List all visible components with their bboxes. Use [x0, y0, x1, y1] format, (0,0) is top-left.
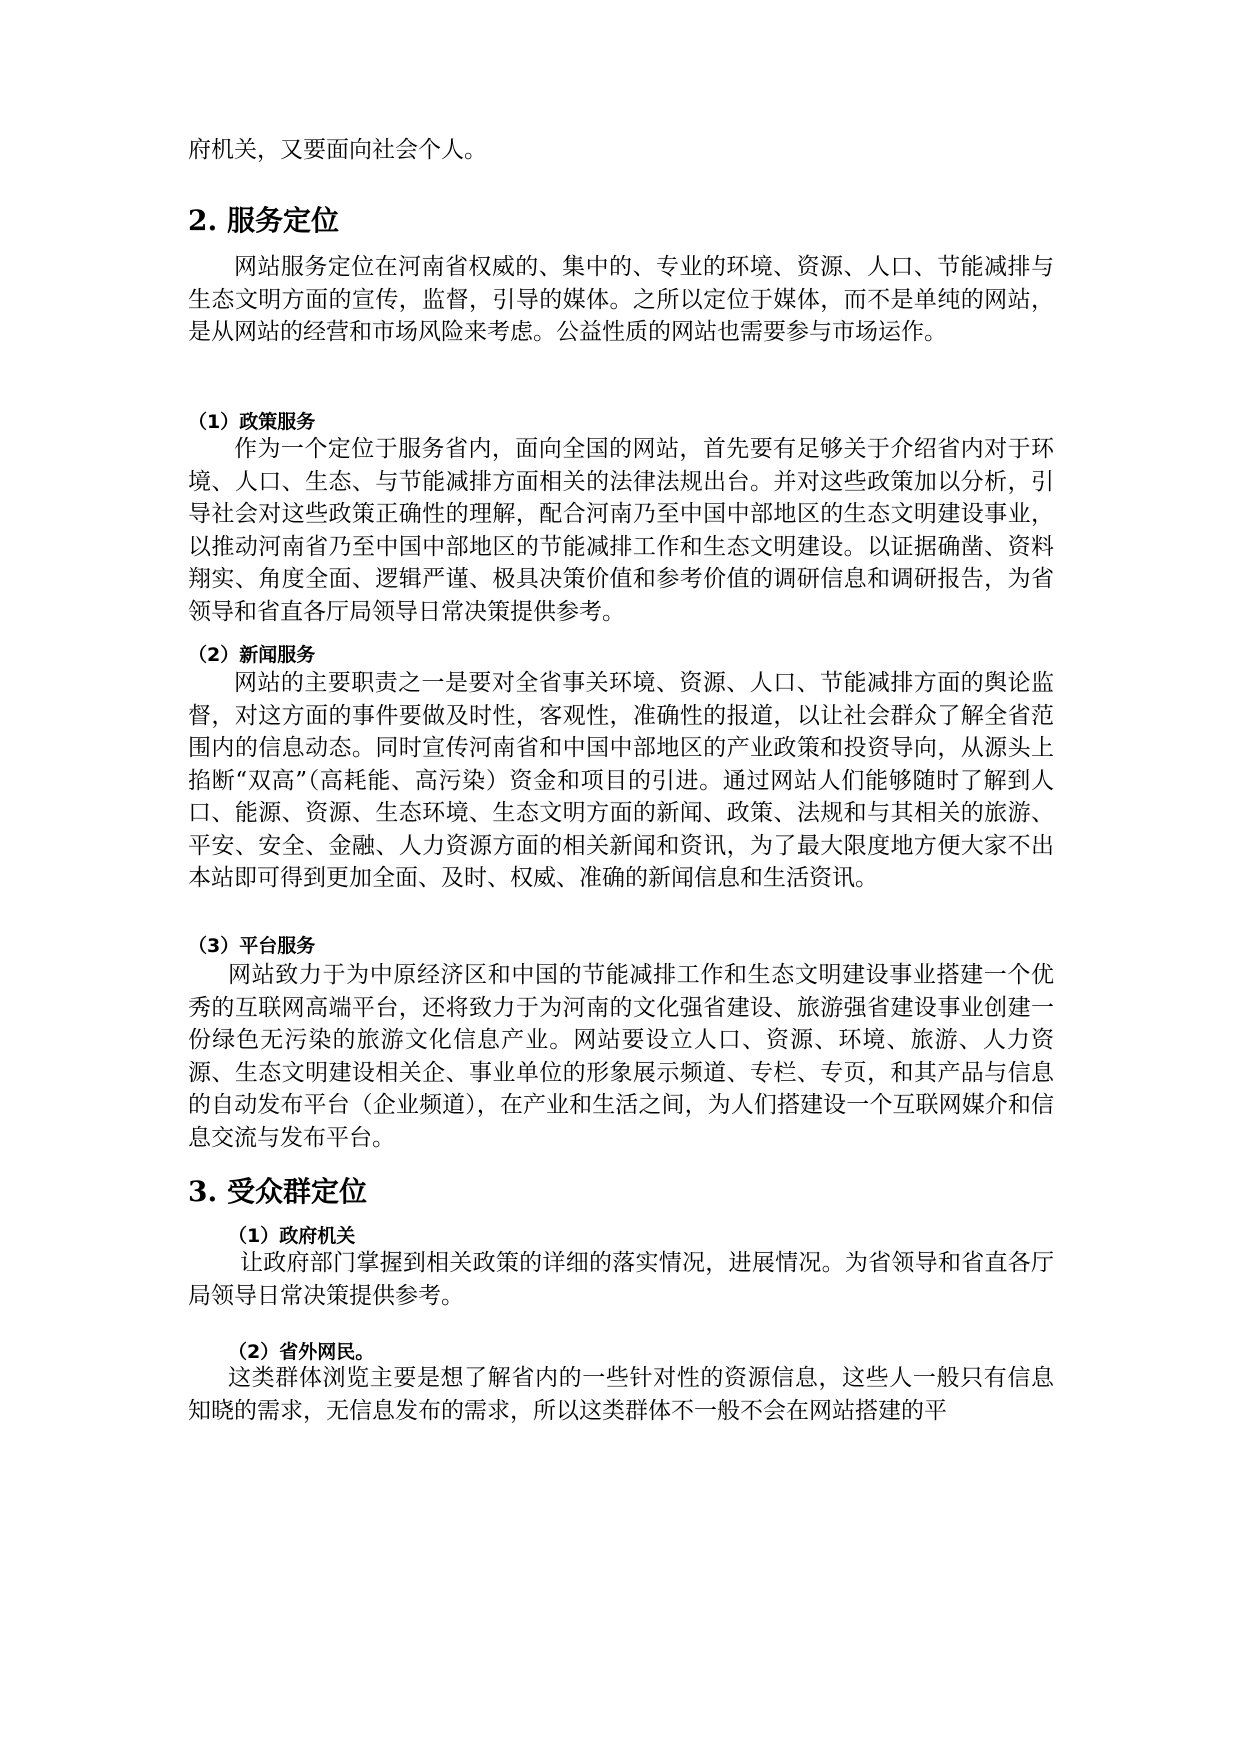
subheading-policy-service: （1）政策服务 — [188, 411, 316, 433]
service-positioning-paragraph: 网站服务定位在河南省权威的、集中的、专业的环境、资源、人口、节能减排与生态文明方面的宣传，监督，引导的媒体。之所以定位于媒体，而不是单纯的网站，是从网站的经营和市场风险来考虑。公益性质的网站也需要参与市场运作。 — [188, 254, 1054, 345]
policy-service-paragraph: 作为一个定位于服务省内，面向全国的网站，首先要有足够关于介绍省内对于环境、人口、生态、与节能减排方面相关的法律法规出台。并对这些政策加以分析，引导社会对这些政策正确性的理解，配合河南乃至中国中部地区的生态文明建设事业，以推动河南省乃至中国中部地区的节能减排工作和生态文明建设。以证据确凿、资料翔实、角度全面、逻辑严谨、极具决策价值和参考价值的调研信息和调研报告，为省领导和省直各厅局领导日常决策提供参考。 — [188, 436, 1054, 625]
government-agencies-paragraph: 让政府部门掌握到相关政策的详细的落实情况，进展情况。为省领导和省直各厅局领导日常决策提供参考。 — [188, 1250, 1054, 1309]
news-service-paragraph: 网站的主要职责之一是要对全省事关环境、资源、人口、节能减排方面的舆论监督，对这方面的事件要做及时性，客观性，准确性的报道，以让社会群众了解全省范围内的信息动态。同时宣传河南省和中国中部地区的产业政策和投资导向，从源头上掐断“双高”（高耗能、高污染）资金和项目的引进。通过网站人们能够随时了解到人口、能源、资源、生态环境、生态文明方面的新闻、政策、法规和与其相关的旅游、平安、安全、金融、人力资源方面的相关新闻和资讯，为了最大限度地方便大家不出本站即可得到更加全面、及时、权威、准确的新闻信息和生活资讯。 — [188, 670, 1054, 891]
section-heading-audience-positioning: 3. 受众群定位 — [188, 1175, 367, 1208]
subheading-platform-service: （3）平台服务 — [188, 935, 316, 957]
section-heading-service-positioning: 2. 服务定位 — [188, 204, 339, 237]
subheading-news-service: （2）新闻服务 — [188, 644, 316, 666]
subheading-out-of-province-netizens: （2）省外网民。 — [228, 1341, 375, 1363]
continuation-line: 府机关，又要面向社会个人。 — [188, 137, 487, 163]
platform-service-paragraph: 网站致力于为中原经济区和中国的节能减排工作和生态文明建设事业搭建一个优秀的互联网高端平台，还将致力于为河南的文化强省建设、旅游强省建设事业创建一份绿色无污染的旅游文化信息产业。网站要设立人口、资源、环境、旅游、人力资源、生态文明建设相关企、事业单位的形象展示频道、专栏、专页，和其产品与信息的自动发布平台（企业频道），在产业和生活之间，为人们搭建设一个互联网媒介和信息交流与发布平台。 — [188, 962, 1054, 1151]
out-of-province-netizens-paragraph: 这类群体浏览主要是想了解省内的一些针对性的资源信息，这些人一般只有信息知晓的需求，无信息发布的需求，所以这类群体不一般不会在网站搭建的平 — [188, 1365, 1054, 1424]
subheading-government-agencies: （1）政府机关 — [228, 1225, 356, 1247]
